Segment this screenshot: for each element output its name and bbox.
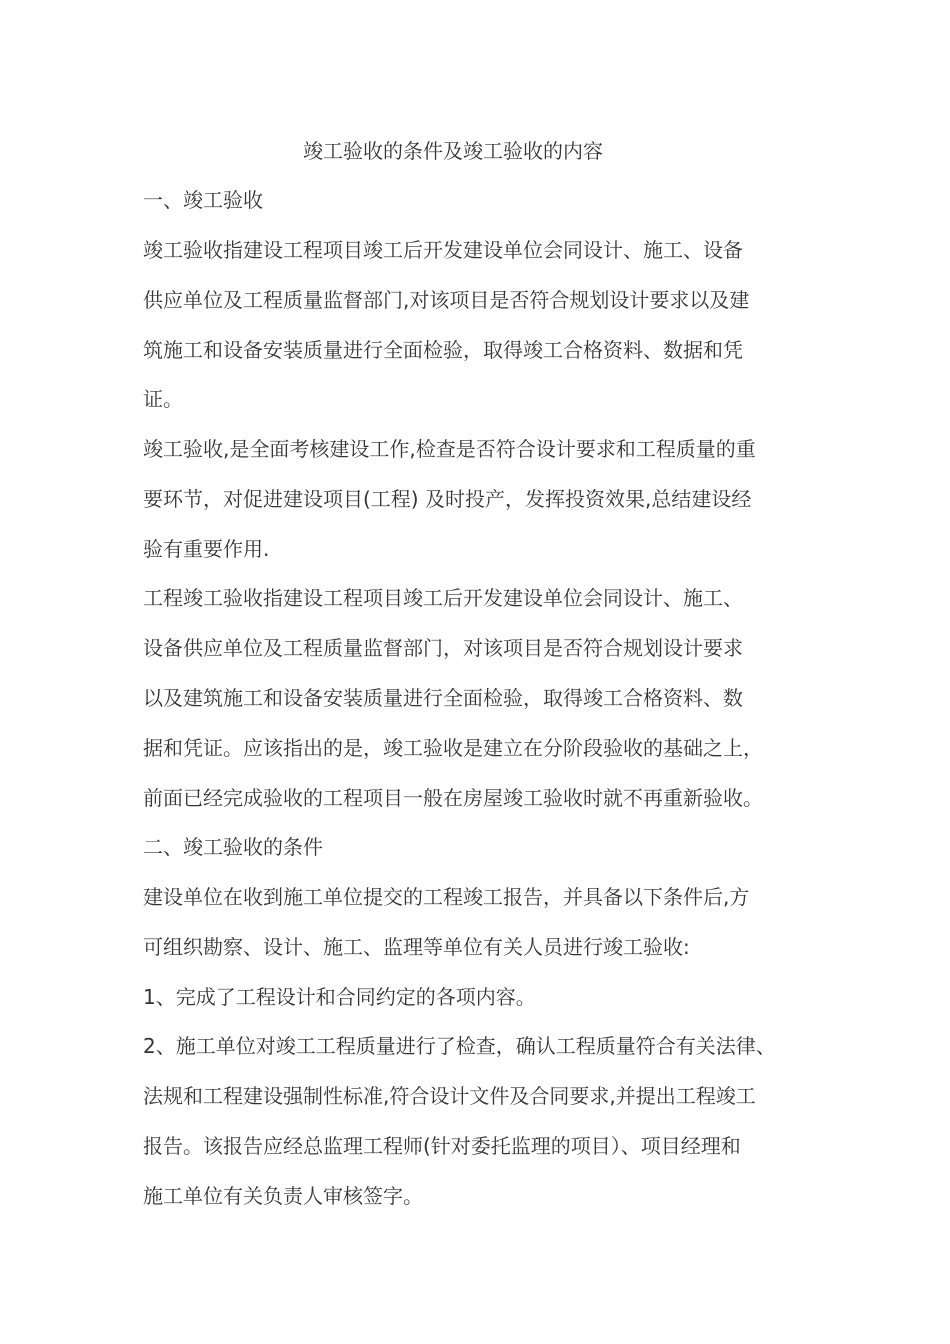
text-line: 前面已经完成验收的工程项目一般在房屋竣工验收时就不再重新验收。	[143, 786, 763, 810]
text-line: 建设单位在收到施工单位提交的工程竣工报告，并具备以下条件后,方	[143, 885, 750, 909]
text-line: 证。	[143, 387, 183, 411]
section-heading-2: 二、竣工验收的条件	[143, 835, 323, 859]
text-line: 报告。该报告应经总监理工程师(针对委托监理的项目）、项目经理和	[143, 1134, 741, 1158]
text-line: 据和凭证。应该指出的是，竣工验收是建立在分阶段验收的基础之上，	[143, 736, 763, 760]
text-line: 施工单位有关负责人审核签字。	[143, 1184, 423, 1208]
list-item: 2、施工单位对竣工工程质量进行了检查，确认工程质量符合有关法律、	[143, 1034, 776, 1058]
text-line: 要环节，对促进建设项目(工程) 及时投产，发挥投资效果,总结建设经	[143, 487, 752, 511]
text-line: 验有重要作用.	[143, 537, 270, 561]
document-title: 竣工验收的条件及竣工验收的内容	[303, 139, 603, 163]
text-line: 可组织勘察、设计、施工、监理等单位有关人员进行竣工验收:	[143, 935, 690, 959]
list-item: 1、完成了工程设计和合同约定的各项内容。	[143, 985, 536, 1009]
text-line: 竣工验收,是全面考核建设工作,检查是否符合设计要求和工程质量的重	[143, 437, 756, 461]
text-line: 法规和工程建设强制性标准,符合设计文件及合同要求,并提出工程竣工	[143, 1084, 756, 1108]
text-line: 以及建筑施工和设备安装质量进行全面检验，取得竣工合格资料、数	[143, 686, 743, 710]
text-line: 供应单位及工程质量监督部门,对该项目是否符合规划设计要求以及建	[143, 288, 750, 312]
text-line: 设备供应单位及工程质量监督部门，对该项目是否符合规划设计要求	[143, 636, 743, 660]
text-line: 工程竣工验收指建设工程项目竣工后开发建设单位会同设计、施工、	[143, 586, 743, 610]
section-heading-1: 一、竣工验收	[143, 188, 263, 212]
text-line: 筑施工和设备安装质量进行全面检验，取得竣工合格资料、数据和凭	[143, 338, 743, 362]
text-line: 竣工验收指建设工程项目竣工后开发建设单位会同设计、施工、设备	[143, 238, 743, 262]
